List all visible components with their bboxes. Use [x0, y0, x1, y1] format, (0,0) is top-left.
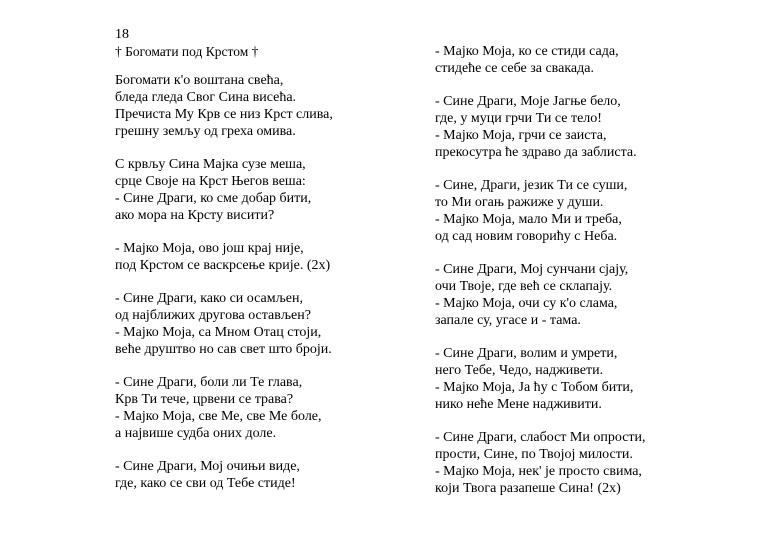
poem-line: - Сине Драги, слабост Ми опрости,: [435, 430, 646, 445]
poem-line: - Мајко Моја, са Мном Отац стоји,: [115, 325, 322, 340]
poem-line: - Сине Драги, боли ли Те глава,: [115, 375, 303, 390]
poem-line: грешну земљу од греха омива.: [115, 124, 296, 139]
poem-line: од сад новим говорићу с Неба.: [435, 229, 618, 244]
poem-line: који Твога разапеше Сина! (2х): [435, 481, 621, 496]
poem-line: - Мајко Моја, све Ме, све Ме боле,: [115, 409, 322, 424]
poem-title: † Богомати под Крстом †: [115, 44, 259, 59]
poem-line: Пречиста Му Крв се низ Крст слива,: [115, 107, 333, 122]
poem-line: срце Своје на Крст Његов веша:: [115, 174, 306, 189]
poem-line: - Сине Драги, Мој очињи виде,: [115, 459, 300, 474]
poem-line: веће друштво но сав свет што броји.: [115, 342, 332, 357]
poem-line: запале су, угасе и - тама.: [435, 313, 581, 328]
poem-line: бледа гледа Свог Сина висећа.: [115, 90, 297, 105]
poem-line: - Сине Драги, Моје Јагње бело,: [435, 94, 621, 109]
poem-line: - Мајко Моја, грчи се заиста,: [435, 128, 607, 143]
poem-line: Крв Ти тече, црвени се трава?: [115, 392, 294, 407]
poem-line: - Мајко Моја, мало Ми и треба,: [435, 212, 622, 227]
poem-line: - Мајко Моја, ово још крај није,: [115, 241, 304, 256]
poem-line: ако мора на Крсту висити?: [115, 208, 275, 223]
poem-line: - Сине, Драги, језик Ти се суши,: [435, 178, 628, 193]
poem-line: - Сине Драги, волим и умрети,: [435, 346, 618, 361]
poem-line: очи Твоје, где већ се склапају.: [435, 279, 613, 294]
poem-line: - Мајко Моја, очи су к'о слама,: [435, 296, 618, 311]
poem-line: - Сине Драги, како си осамљен,: [115, 291, 303, 306]
poem-line: то Ми огањ ражиже у души.: [435, 195, 604, 210]
poem-line: где, у муци грчи Ти се тело!: [435, 111, 602, 126]
poem-line: нико неће Мене надживити.: [435, 397, 602, 412]
poem-line: - Мајко Моја, нек' је просто свима,: [435, 464, 642, 479]
poem-line: - Сине Драги, ко сме добар бити,: [115, 191, 312, 206]
poem-line: од најближих другова остављен?: [115, 308, 311, 323]
poem-line: - Сине Драги, Мој сунчани сјају,: [435, 262, 629, 277]
poem-line: Богомати к'о воштана свећа,: [115, 73, 284, 88]
poem-line: С крвљу Сина Мајка сузе меша,: [115, 157, 306, 172]
poem-line: а највише судба оних доле.: [115, 426, 277, 441]
poem-line: прости, Сине, по Твојој милости.: [435, 447, 633, 462]
poem-line: него Тебе, Чедо, надживети.: [435, 363, 604, 378]
poem-line: прекосутра ће здраво да заблиста.: [435, 145, 637, 160]
poem-line: под Крстом се васкрсење крије. (2х): [115, 258, 331, 273]
poem-line: - Мајко Моја, Ја ћу с Тобом бити,: [435, 380, 634, 395]
poem-line: где, како се сви од Тебе стиде!: [115, 476, 296, 491]
page-number: 18: [115, 27, 129, 42]
poem-line: стидеће се себе за свакада.: [435, 61, 594, 76]
poem-line: - Мајко Моја, ко се стиди сада,: [435, 44, 619, 59]
